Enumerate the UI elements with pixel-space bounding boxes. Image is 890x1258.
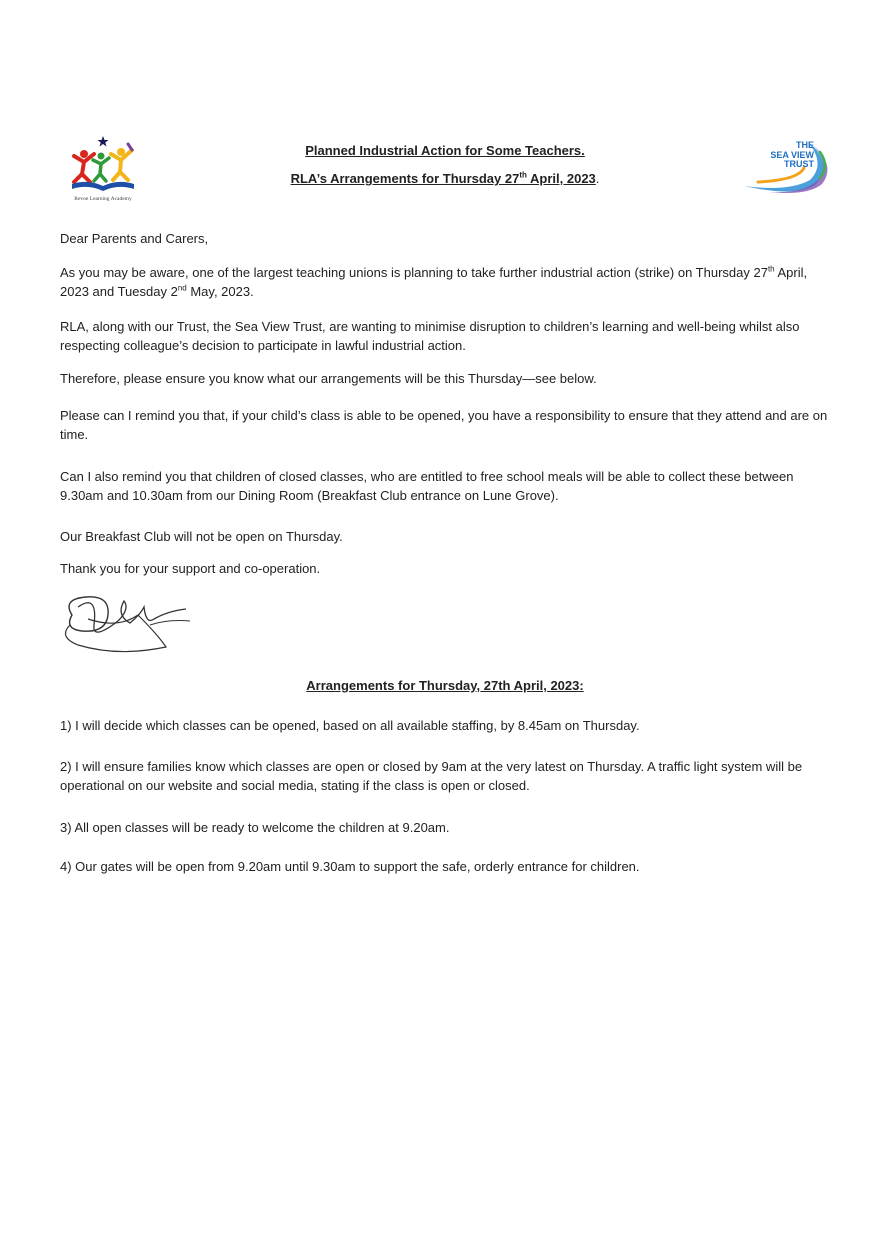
subtitle-text: RLA’s Arrangements for Thursday 27 (290, 171, 520, 186)
paragraph-strike-dates-c: May, 2023. (186, 284, 254, 299)
arrangement-item-3: 3) All open classes will be ready to welcome the children at 9.20am. (60, 820, 450, 835)
ordinal-nd: nd (177, 283, 187, 293)
paragraph-breakfast-club: Our Breakfast Club will not be open on Thursday. (60, 529, 343, 544)
signature (58, 585, 198, 657)
subtitle-period: . (595, 171, 600, 186)
academy-logo-name: Revoe Learning Academy (74, 196, 132, 202)
trust-logo-name: THE SEA VIEW TRUST (770, 140, 814, 169)
academy-logo (66, 134, 140, 202)
subtitle-ordinal: th (519, 170, 527, 180)
ordinal-th: th (767, 264, 775, 274)
letter-subtitle (210, 171, 680, 186)
paragraph-arrangements-intro: Therefore, please ensure you know what our arrangements will be this Thursday—see below. (60, 371, 597, 386)
paragraph-strike-dates-a: As you may be aware, one of the largest teaching unions is planning to take further industrial action (strike) on Thursday 27 (60, 265, 768, 280)
salutation: Dear Parents and Carers, (60, 231, 209, 246)
academy-logo-icon (66, 134, 140, 194)
trust-logo (738, 140, 834, 196)
paragraph-strike-dates-b: April, 2023 and Tuesday 2 (60, 265, 808, 299)
paragraph-trust: RLA, along with our Trust, the Sea View Trust, are wanting to minimise disruption to children’s learning and well-being whilst also respecting colleague’s decision to participate in lawful industrial action. (60, 319, 800, 353)
arrangements-title: Arrangements for Thursday, 27th April, 2023: (306, 678, 584, 693)
letter-title: Planned Industrial Action for Some Teachers. (305, 143, 585, 158)
paragraph-thanks: Thank you for your support and co-operation. (60, 561, 321, 576)
subtitle-date: April, 2023 (526, 171, 596, 186)
paragraph-attendance: Please can I remind you that, if your child’s class is able to be opened, you have a responsibility to ensure that they attend and are on time. (60, 408, 828, 442)
arrangement-item-1: 1) I will decide which classes can be opened, based on all available staffing, by 8.45am on Thursday. (60, 718, 640, 733)
paragraph-free-school-meals: Can I also remind you that children of closed classes, who are entitled to free school meals will be able to collect these between 9.30am and 10.30am from our Dining Room (Breakfast Club entrance on Lune Grove). (60, 469, 794, 503)
paragraph-strike-dates (60, 263, 835, 301)
arrangement-item-4: 4) Our gates will be open from 9.20am until 9.30am to support the safe, orderly entrance for children. (60, 859, 640, 874)
arrangement-item-2: 2) I will ensure families know which classes are open or closed by 9am at the very latest on Thursday. A traffic light system will be operational on our website and social media, stating if the class is open or closed. (60, 759, 803, 793)
